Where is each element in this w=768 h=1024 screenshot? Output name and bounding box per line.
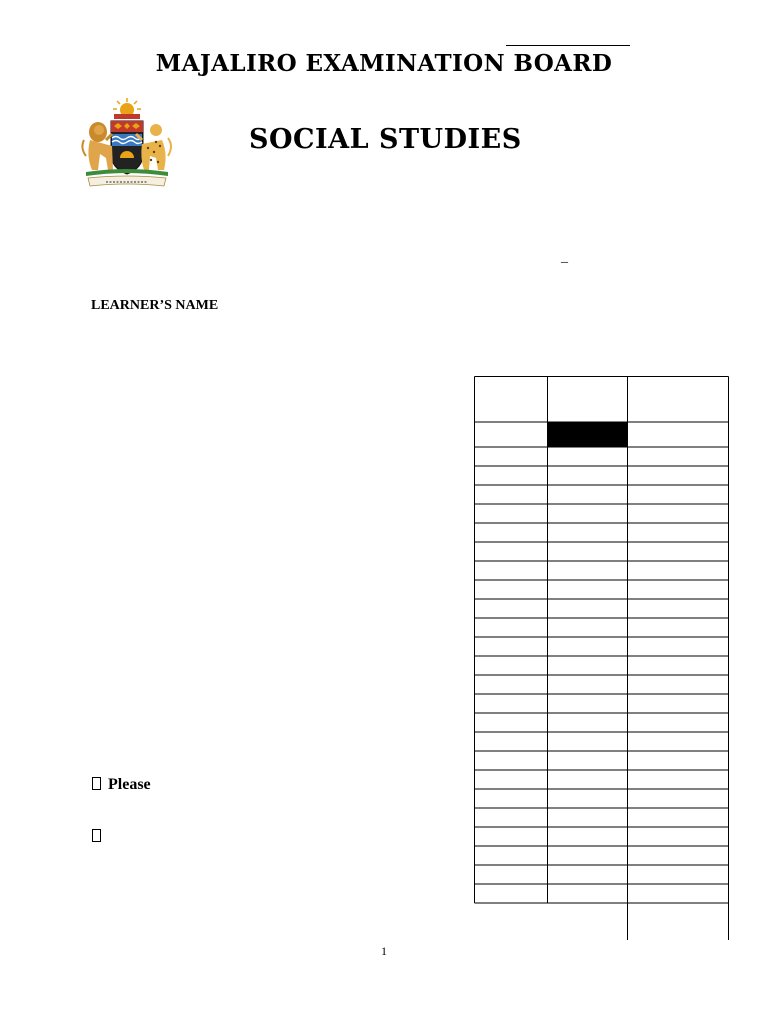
sun-crest [113,98,141,119]
filled-cell [548,422,628,447]
dash-mark: _ [561,250,568,265]
note-text: Please [108,776,151,793]
top-rule-line [506,45,630,46]
lion-supporter [82,122,113,170]
note-empty [92,828,108,846]
subject-title: SOCIAL STUDIES [249,124,522,155]
shield [111,121,143,174]
checkbox-icon [92,777,101,790]
page-number: 1 [381,944,387,958]
board-title: MAJALIRO EXAMINATION BOARD [155,50,613,77]
note-please [92,776,151,794]
checkbox-icon [92,829,101,842]
learner-name-label: LEARNER’S NAME [91,298,219,313]
coat-of-arms-icon [78,96,176,190]
marks-grid [474,376,730,940]
